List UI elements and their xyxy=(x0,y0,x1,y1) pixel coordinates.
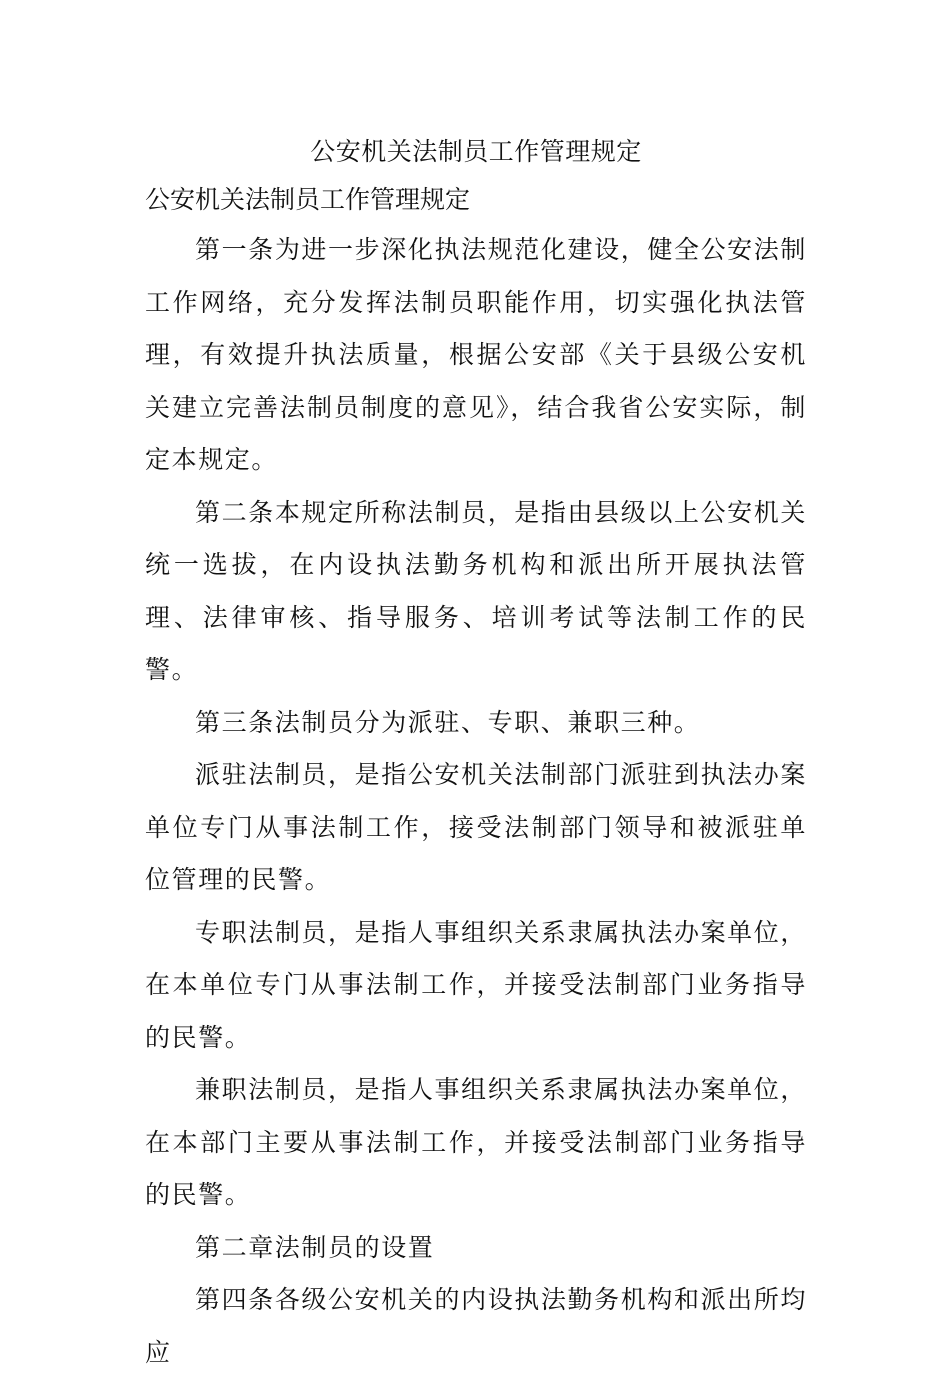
paragraph-article-4: 第四条各级公安机关的内设执法勤务机构和派出所均应 xyxy=(145,1285,807,1367)
document-title: 公安机关法制员工作管理规定 xyxy=(310,137,642,166)
document-page xyxy=(145,128,807,1379)
document-subtitle: 公安机关法制员工作管理规定 xyxy=(145,185,471,214)
paragraph-dispatched-officer: 派驻法制员，是指公安机关法制部门派驻到执法办案单位专门从事法制工作，接受法制部门领导和被派驻单位管理的民警。 xyxy=(145,760,807,894)
paragraph-parttime-officer: 兼职法制员，是指人事组织关系隶属执法办案单位，在本部门主要从事法制工作，并接受法制部门业务指导的民警。 xyxy=(145,1075,807,1209)
paragraph-article-2: 第二条本规定所称法制员，是指由县级以上公安机关统一选拔，在内设执法勤务机构和派出所开展执法管理、法律审核、指导服务、培训考试等法制工作的民警。 xyxy=(145,497,807,684)
paragraph-article-1: 第一条为进一步深化执法规范化建设，健全公安法制工作网络，充分发挥法制员职能作用，切实强化执法管理，有效提升执法质量，根据公安部《关于县级公安机关建立完善法制员制度的意见》，结合我省公安实际，制定本规定。 xyxy=(145,235,807,474)
paragraph-article-3: 第三条法制员分为派驻、专职、兼职三种。 xyxy=(195,707,701,737)
paragraph-fulltime-officer: 专职法制员，是指人事组织关系隶属执法办案单位，在本单位专门从事法制工作，并接受法制部门业务指导的民警。 xyxy=(145,917,807,1052)
chapter-heading: 第二章法制员的设置 xyxy=(195,1232,435,1262)
